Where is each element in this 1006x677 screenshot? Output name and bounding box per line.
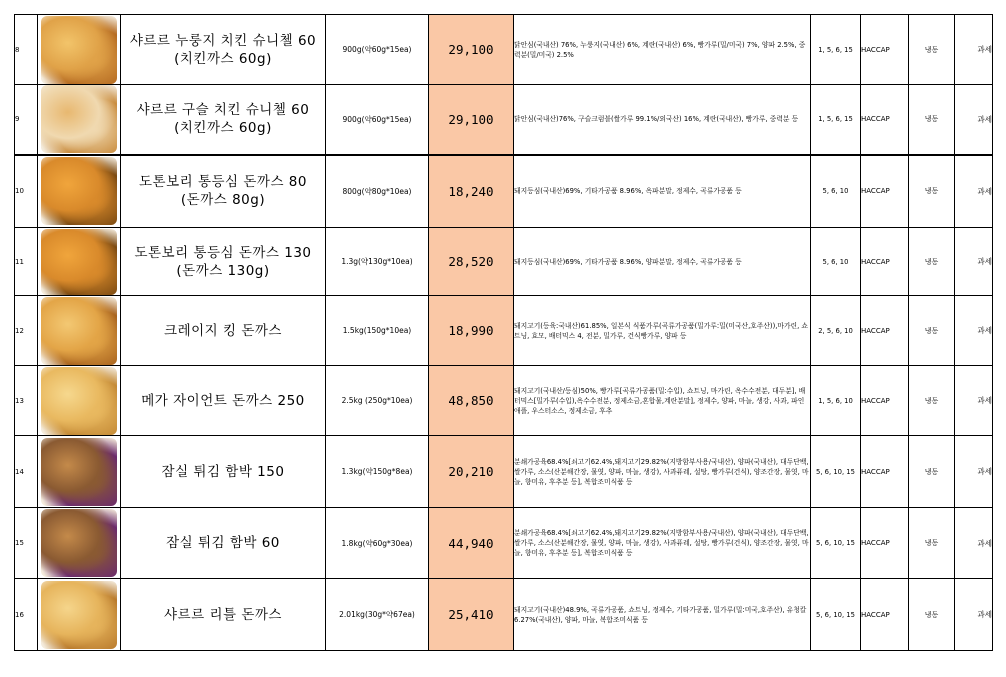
product-name-line1: 메가 자이언트 돈까스 250 xyxy=(141,392,305,409)
product-price: 20,210 xyxy=(429,436,514,508)
product-name-line1: 도톤보리 통등심 돈까스 130 xyxy=(134,244,312,261)
product-allergens: 1, 5, 6, 10 xyxy=(811,366,861,436)
product-image-cell xyxy=(38,155,121,228)
product-allergens: 5, 6, 10, 15 xyxy=(811,579,861,651)
pork-tenderloin-cutlet-80-icon xyxy=(41,157,117,225)
pork-tenderloin-cutlet-130-icon xyxy=(41,229,117,295)
row-number: 8 xyxy=(15,15,38,85)
table-row xyxy=(15,228,993,296)
product-certification: HACCAP xyxy=(861,15,909,85)
product-name xyxy=(121,85,326,155)
table-row xyxy=(15,15,993,85)
row-number: 10 xyxy=(15,155,38,228)
product-name xyxy=(121,579,326,651)
product-ingredients: 분쇄가공육68.4%[쇠고기62.4%,돼지고기29.82%(지방함부사용/국내산), 양파(국내산), 대두단백, 쌀가루, 소스(산분해간장, 물엿, 양파, 마늘, 생강), 사과퓨레, 설탕, 빵가루(건식), 양조간장, 물엿, 마늘, 향미유, 후추분 등], 복합조미식품 등 xyxy=(514,508,811,579)
product-image-cell xyxy=(38,15,121,85)
product-certification: HACCAP xyxy=(861,508,909,579)
product-name-line1: 샤르르 리틀 돈까스 xyxy=(164,606,282,623)
row-number: 13 xyxy=(15,366,38,436)
product-name xyxy=(121,296,326,366)
product-ingredients: 돼지등심(국내산)69%, 기타가공품 8.96%, 양파분말, 정제수, 곡류가공품 등 xyxy=(514,228,811,296)
product-certification: HACCAP xyxy=(861,228,909,296)
product-image-cell xyxy=(38,366,121,436)
product-image-cell xyxy=(38,436,121,508)
product-certification: HACCAP xyxy=(861,579,909,651)
product-allergens: 1, 5, 6, 15 xyxy=(811,85,861,155)
product-allergens: 5, 6, 10 xyxy=(811,155,861,228)
table-row xyxy=(15,366,993,436)
product-name-line1: 크레이지 킹 돈까스 xyxy=(164,322,282,339)
product-price: 25,410 xyxy=(429,579,514,651)
product-tax: 과세 xyxy=(955,228,993,296)
product-storage: 냉동 xyxy=(909,508,955,579)
product-name-line2: (치킨까스 60g) xyxy=(174,120,272,137)
jamsil-fried-hamburg-150-icon xyxy=(41,438,117,506)
product-image-cell xyxy=(38,296,121,366)
product-allergens: 5, 6, 10, 15 xyxy=(811,508,861,579)
product-name xyxy=(121,508,326,579)
jamsil-fried-hamburg-60-icon xyxy=(41,509,117,577)
product-certification: HACCAP xyxy=(861,366,909,436)
product-tax: 과세 xyxy=(955,296,993,366)
product-name xyxy=(121,366,326,436)
table-row xyxy=(15,155,993,228)
product-price: 29,100 xyxy=(429,15,514,85)
product-image-cell xyxy=(38,579,121,651)
product-certification: HACCAP xyxy=(861,155,909,228)
product-image-cell xyxy=(38,85,121,155)
product-tax: 과세 xyxy=(955,155,993,228)
product-allergens: 5, 6, 10, 15 xyxy=(811,436,861,508)
product-image-cell xyxy=(38,508,121,579)
product-name xyxy=(121,436,326,508)
product-price: 18,990 xyxy=(429,296,514,366)
product-weight: 1.5kg(150g*10ea) xyxy=(326,296,429,366)
product-price: 48,850 xyxy=(429,366,514,436)
product-tax: 과세 xyxy=(955,579,993,651)
table-row xyxy=(15,579,993,651)
table-row xyxy=(15,436,993,508)
crunchy-chicken-schnitzel-icon xyxy=(41,85,117,153)
product-ingredients: 닭안심(국내산) 76%, 누룽지(국내산) 6%, 계란(국내산) 6%, 빵가루(밀/미국) 7%, 양파 2.5%, 중력분(밀/미국) 2.5% xyxy=(514,15,811,85)
product-price: 28,520 xyxy=(429,228,514,296)
product-weight: 1.8kg(약60g*30ea) xyxy=(326,508,429,579)
product-certification: HACCAP xyxy=(861,296,909,366)
product-allergens: 2, 5, 6, 10 xyxy=(811,296,861,366)
product-image-cell xyxy=(38,228,121,296)
product-storage: 냉동 xyxy=(909,228,955,296)
product-storage: 냉동 xyxy=(909,155,955,228)
product-allergens: 1, 5, 6, 15 xyxy=(811,15,861,85)
product-ingredients: 돼지고기(국내산/등심)50%, 빵가루[곡류가공품(밀:수입), 쇼트닝, 마가린, 옥수수전분, 대두분], 배터믹스[밀가루(수입),옥수수전분, 정제소금,혼합물,계란분말], 정제수, 양파, 마늘, 생강, 사과, 파인애플, 우스터소스, 정제소금, 후추 xyxy=(514,366,811,436)
product-storage: 냉동 xyxy=(909,15,955,85)
little-cutlet-icon xyxy=(41,581,117,649)
product-weight: 1.3g(약130g*10ea) xyxy=(326,228,429,296)
mega-giant-cutlet-icon xyxy=(41,367,117,435)
row-number: 15 xyxy=(15,508,38,579)
product-tax: 과세 xyxy=(955,508,993,579)
product-ingredients: 분쇄가공육68.4%[쇠고기62.4%,돼지고기29.82%(지방함부사용/국내산), 양파(국내산), 대두단백, 쌀가루, 소스(산분해간장, 물엿, 양파, 마늘, 생강), 사과퓨레, 설탕, 빵가루(건식), 양조간장, 물엿, 마늘, 향미유, 후추분 등], 복합조미식품 등 xyxy=(514,436,811,508)
product-name-line2: (치킨까스 60g) xyxy=(174,50,272,67)
row-number: 9 xyxy=(15,85,38,155)
product-storage: 냉동 xyxy=(909,366,955,436)
row-number: 11 xyxy=(15,228,38,296)
product-ingredients: 돼지고기(국내산)48.9%, 곡류가공품, 쇼트닝, 정제수, 기타가공품, 밀가루(밀:미국,호주산), 유청칼6.27%(국내산), 양파, 마늘, 복합조미식품 등 xyxy=(514,579,811,651)
product-price: 18,240 xyxy=(429,155,514,228)
table-row xyxy=(15,508,993,579)
product-storage: 냉동 xyxy=(909,579,955,651)
product-tax: 과세 xyxy=(955,85,993,155)
product-name-line1: 샤르르 누룽지 치킨 슈니첼 60 xyxy=(129,32,317,49)
product-weight: 900g(약60g*15ea) xyxy=(326,15,429,85)
product-ingredients: 닭안심(국내산)76%, 구슬크럼블(쌀가루 99.1%/외국산) 16%, 계란(국내산), 빵가루, 중력분 등 xyxy=(514,85,811,155)
product-tax: 과세 xyxy=(955,366,993,436)
product-name-line1: 잠실 튀김 함박 60 xyxy=(166,535,280,551)
product-name-line1: 도톤보리 통등심 돈까스 80 xyxy=(139,174,307,191)
row-number: 12 xyxy=(15,296,38,366)
product-tax: 과세 xyxy=(955,436,993,508)
row-number: 16 xyxy=(15,579,38,651)
product-storage: 냉동 xyxy=(909,436,955,508)
product-ingredients: 돼지등심(국내산)69%, 기타가공품 8.96%, 옥파분말, 정제수, 곡류가공품 등 xyxy=(514,155,811,228)
product-weight: 2.5kg (250g*10ea) xyxy=(326,366,429,436)
table-row xyxy=(15,296,993,366)
product-weight: 800g(약80g*10ea) xyxy=(326,155,429,228)
product-tax: 과세 xyxy=(955,15,993,85)
product-name-line1: 잠실 튀김 함박 150 xyxy=(161,463,285,480)
product-allergens: 5, 6, 10 xyxy=(811,228,861,296)
product-table xyxy=(14,14,993,651)
product-name-line2: (돈까스 80g) xyxy=(180,192,266,209)
product-certification: HACCAP xyxy=(861,436,909,508)
product-weight: 900g(약60g*15ea) xyxy=(326,85,429,155)
product-name-line1: 샤르르 구슬 치킨 슈니첼 60 xyxy=(136,102,310,119)
product-price: 29,100 xyxy=(429,85,514,155)
product-weight: 1.3kg(약150g*8ea) xyxy=(326,436,429,508)
crazy-king-cutlet-icon xyxy=(41,297,117,365)
product-name-line2: (돈까스 130g) xyxy=(176,262,270,279)
product-name xyxy=(121,15,326,85)
product-price: 44,940 xyxy=(429,508,514,579)
product-name xyxy=(121,228,326,296)
product-name xyxy=(121,155,326,228)
product-storage: 냉동 xyxy=(909,85,955,155)
product-certification: HACCAP xyxy=(861,85,909,155)
product-ingredients: 돼지고기(등육:국내산)61.85%, 일본식 식품가루(곡류가공품(밀가루:밀(미국산,호주산)),마가린, 쇼트닝, 효모, 배터믹스 4, 전분, 밀가루, 건식빵가루, 양파 등 xyxy=(514,296,811,366)
table-row xyxy=(15,85,993,155)
product-storage: 냉동 xyxy=(909,296,955,366)
row-number: 14 xyxy=(15,436,38,508)
product-weight: 2.01kg(30g*약67ea) xyxy=(326,579,429,651)
crispy-rice-chicken-schnitzel-icon xyxy=(41,16,117,84)
